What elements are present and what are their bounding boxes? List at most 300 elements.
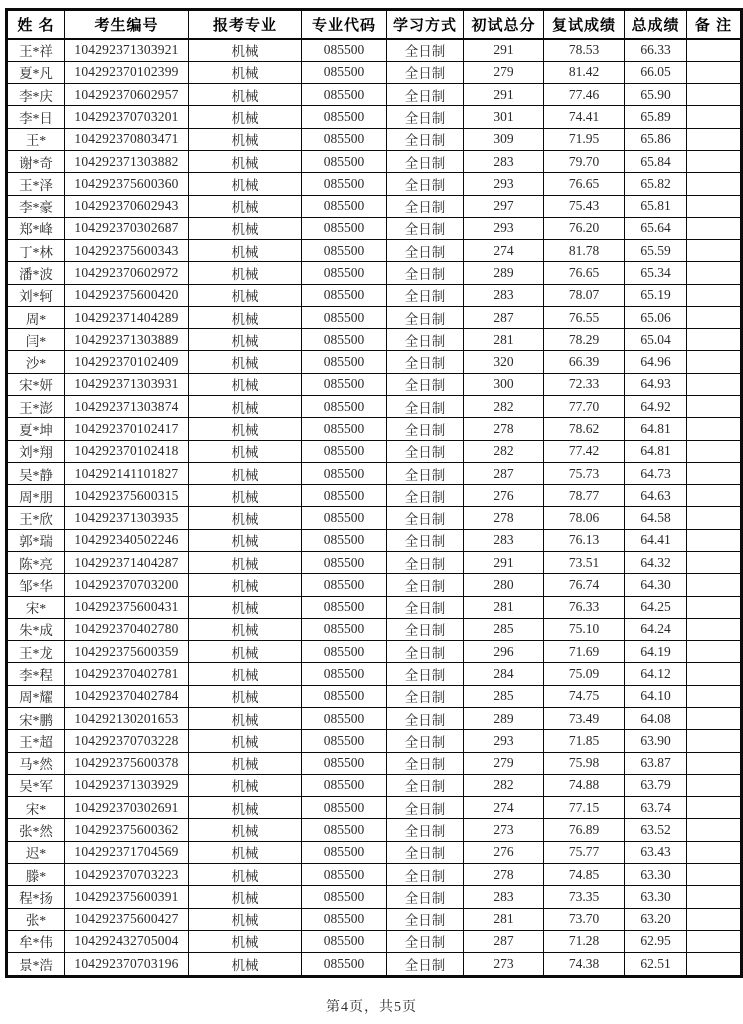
table-cell: 全日制 [387, 173, 464, 195]
table-cell: 78.06 [544, 507, 625, 529]
table-cell: 张* [7, 908, 65, 930]
table-cell: 297 [464, 195, 544, 217]
table-cell: 085500 [302, 685, 387, 707]
table-cell: 104292375600359 [65, 641, 189, 663]
table-cell: 085500 [302, 552, 387, 574]
table-cell: 全日制 [387, 329, 464, 351]
table-cell: 320 [464, 351, 544, 373]
table-cell [687, 485, 742, 507]
table-cell: 机械 [189, 173, 302, 195]
table-cell: 66.33 [625, 39, 687, 62]
table-cell: 机械 [189, 841, 302, 863]
table-cell: 63.20 [625, 908, 687, 930]
column-header: 报考专业 [189, 10, 302, 39]
table-cell: 085500 [302, 596, 387, 618]
table-cell: 273 [464, 819, 544, 841]
table-cell: 287 [464, 306, 544, 328]
table-cell: 085500 [302, 752, 387, 774]
table-row [7, 529, 742, 551]
table-cell: 085500 [302, 418, 387, 440]
column-header: 总成绩 [625, 10, 687, 39]
table-cell: 全日制 [387, 596, 464, 618]
table-cell: 王*超 [7, 730, 65, 752]
table-cell: 104292370703196 [65, 953, 189, 977]
table-cell: 机械 [189, 752, 302, 774]
table-cell [687, 217, 742, 239]
table-cell: 085500 [302, 173, 387, 195]
table-row [7, 485, 742, 507]
table-cell [687, 329, 742, 351]
table-cell: 77.15 [544, 797, 625, 819]
table-cell [687, 641, 742, 663]
table-cell: 全日制 [387, 128, 464, 150]
table-cell [687, 462, 742, 484]
table-cell: 机械 [189, 284, 302, 306]
table-cell: 64.58 [625, 507, 687, 529]
table-cell [687, 262, 742, 284]
table-cell: 085500 [302, 462, 387, 484]
table-cell: 085500 [302, 886, 387, 908]
table-cell: 085500 [302, 841, 387, 863]
table-cell: 64.12 [625, 663, 687, 685]
table-cell: 282 [464, 440, 544, 462]
table-cell [687, 507, 742, 529]
table-cell: 潘*波 [7, 262, 65, 284]
table-cell: 293 [464, 173, 544, 195]
table-cell [687, 84, 742, 106]
table-cell: 085500 [302, 574, 387, 596]
table-cell: 78.77 [544, 485, 625, 507]
table-cell: 73.35 [544, 886, 625, 908]
table-cell: 机械 [189, 908, 302, 930]
table-row [7, 128, 742, 150]
table-cell: 278 [464, 863, 544, 885]
table-cell: 281 [464, 908, 544, 930]
table-cell: 全日制 [387, 730, 464, 752]
table-cell: 64.10 [625, 685, 687, 707]
table-cell: 278 [464, 507, 544, 529]
table-cell: 085500 [302, 240, 387, 262]
table-cell: 63.30 [625, 886, 687, 908]
table-cell: 宋* [7, 797, 65, 819]
column-header: 考生编号 [65, 10, 189, 39]
table-cell [687, 596, 742, 618]
table-cell: 104292370102417 [65, 418, 189, 440]
table-cell: 76.65 [544, 262, 625, 284]
table-cell: 机械 [189, 663, 302, 685]
table-cell: 机械 [189, 418, 302, 440]
table-row [7, 150, 742, 172]
table-cell: 机械 [189, 797, 302, 819]
table-cell: 104292375600315 [65, 485, 189, 507]
table-cell: 机械 [189, 128, 302, 150]
table-cell: 65.82 [625, 173, 687, 195]
table-cell: 63.74 [625, 797, 687, 819]
table-row [7, 752, 742, 774]
table-cell: 296 [464, 641, 544, 663]
table-cell: 朱*成 [7, 618, 65, 640]
table-cell: 085500 [302, 908, 387, 930]
table-cell: 301 [464, 106, 544, 128]
column-header: 初试总分 [464, 10, 544, 39]
table-cell: 全日制 [387, 953, 464, 977]
table-cell: 085500 [302, 61, 387, 83]
table-cell: 76.65 [544, 173, 625, 195]
table-cell: 64.19 [625, 641, 687, 663]
table-cell: 机械 [189, 730, 302, 752]
table-cell: 64.73 [625, 462, 687, 484]
table-row [7, 329, 742, 351]
table-cell: 104292371303889 [65, 329, 189, 351]
table-cell: 机械 [189, 217, 302, 239]
table-cell: 全日制 [387, 240, 464, 262]
table-cell [687, 953, 742, 977]
table-cell: 机械 [189, 329, 302, 351]
table-cell: 282 [464, 774, 544, 796]
table-cell: 全日制 [387, 841, 464, 863]
table-cell: 刘*翔 [7, 440, 65, 462]
table-cell: 65.86 [625, 128, 687, 150]
table-cell: 104292370402780 [65, 618, 189, 640]
table-cell: 104292370602943 [65, 195, 189, 217]
table-cell: 085500 [302, 663, 387, 685]
table-cell: 085500 [302, 84, 387, 106]
table-cell: 63.90 [625, 730, 687, 752]
table-row [7, 284, 742, 306]
table-cell: 64.81 [625, 418, 687, 440]
table-cell: 085500 [302, 351, 387, 373]
table-cell: 64.41 [625, 529, 687, 551]
table-cell: 283 [464, 529, 544, 551]
table-cell: 104292375600431 [65, 596, 189, 618]
table-cell: 75.10 [544, 618, 625, 640]
table-cell: 293 [464, 730, 544, 752]
table-cell: 300 [464, 373, 544, 395]
table-cell: 丁*林 [7, 240, 65, 262]
table-cell: 全日制 [387, 752, 464, 774]
table-cell: 牟*伟 [7, 930, 65, 952]
table-cell: 104292370402784 [65, 685, 189, 707]
table-cell: 104292370102409 [65, 351, 189, 373]
table-body [7, 39, 742, 977]
table-cell: 机械 [189, 863, 302, 885]
table-cell: 085500 [302, 284, 387, 306]
table-cell: 085500 [302, 306, 387, 328]
table-cell: 64.25 [625, 596, 687, 618]
table-cell: 104292370102399 [65, 61, 189, 83]
table-cell: 机械 [189, 195, 302, 217]
table-cell: 284 [464, 663, 544, 685]
table-cell: 66.39 [544, 351, 625, 373]
table-cell: 全日制 [387, 440, 464, 462]
table-cell: 104292141101827 [65, 462, 189, 484]
table-cell: 104292370703223 [65, 863, 189, 885]
table-cell: 吴*军 [7, 774, 65, 796]
table-cell [687, 529, 742, 551]
table-cell: 王* [7, 128, 65, 150]
table-cell: 274 [464, 797, 544, 819]
table-cell: 马*然 [7, 752, 65, 774]
table-row [7, 61, 742, 83]
table-cell: 74.75 [544, 685, 625, 707]
table-row [7, 618, 742, 640]
table-cell: 78.62 [544, 418, 625, 440]
table-cell: 全日制 [387, 641, 464, 663]
table-cell: 104292375600427 [65, 908, 189, 930]
table-cell [687, 440, 742, 462]
table-row [7, 84, 742, 106]
table-cell: 104292375600391 [65, 886, 189, 908]
table-row [7, 373, 742, 395]
table-cell: 64.32 [625, 552, 687, 574]
table-cell [687, 284, 742, 306]
table-cell: 104292371404287 [65, 552, 189, 574]
table-cell: 65.64 [625, 217, 687, 239]
table-row [7, 841, 742, 863]
table-cell [687, 618, 742, 640]
table-cell [687, 819, 742, 841]
table-cell: 78.29 [544, 329, 625, 351]
table-cell: 76.74 [544, 574, 625, 596]
table-cell: 吴*静 [7, 462, 65, 484]
table-cell: 机械 [189, 507, 302, 529]
table-cell: 085500 [302, 262, 387, 284]
table-cell [687, 707, 742, 729]
table-cell: 309 [464, 128, 544, 150]
table-cell [687, 373, 742, 395]
table-cell [687, 574, 742, 596]
table-cell: 104292371303931 [65, 373, 189, 395]
table-cell: 全日制 [387, 507, 464, 529]
table-cell: 65.84 [625, 150, 687, 172]
table-cell: 全日制 [387, 663, 464, 685]
table-cell: 76.55 [544, 306, 625, 328]
table-cell: 78.07 [544, 284, 625, 306]
table-cell: 65.90 [625, 84, 687, 106]
table-cell: 全日制 [387, 351, 464, 373]
table-row [7, 173, 742, 195]
table-cell: 刘*轲 [7, 284, 65, 306]
table-cell: 278 [464, 418, 544, 440]
table-cell: 全日制 [387, 262, 464, 284]
table-cell: 276 [464, 841, 544, 863]
table-cell: 085500 [302, 618, 387, 640]
table-cell: 王*龙 [7, 641, 65, 663]
table-cell: 宋*鹏 [7, 707, 65, 729]
table-cell [687, 61, 742, 83]
table-cell: 机械 [189, 618, 302, 640]
table-cell: 085500 [302, 373, 387, 395]
admission-score-table [5, 8, 743, 978]
table-cell: 全日制 [387, 863, 464, 885]
table-cell: 机械 [189, 106, 302, 128]
table-cell: 65.89 [625, 106, 687, 128]
table-cell: 289 [464, 707, 544, 729]
table-cell: 75.98 [544, 752, 625, 774]
table-cell: 郭*瑞 [7, 529, 65, 551]
table-cell: 283 [464, 886, 544, 908]
table-cell: 全日制 [387, 39, 464, 62]
table-cell: 085500 [302, 774, 387, 796]
table-cell: 全日制 [387, 396, 464, 418]
table-row [7, 262, 742, 284]
table-cell: 085500 [302, 128, 387, 150]
table-row [7, 953, 742, 977]
table-cell: 景*浩 [7, 953, 65, 977]
table-cell: 64.30 [625, 574, 687, 596]
table-cell: 机械 [189, 641, 302, 663]
table-cell: 机械 [189, 396, 302, 418]
table-cell: 全日制 [387, 284, 464, 306]
table-cell: 276 [464, 485, 544, 507]
table-cell [687, 886, 742, 908]
table-cell [687, 752, 742, 774]
table-cell: 291 [464, 84, 544, 106]
table-cell: 77.42 [544, 440, 625, 462]
table-cell: 全日制 [387, 685, 464, 707]
table-cell: 085500 [302, 150, 387, 172]
table-cell: 104292371303935 [65, 507, 189, 529]
table-cell: 104292370602957 [65, 84, 189, 106]
table-cell: 全日制 [387, 61, 464, 83]
table-cell: 64.92 [625, 396, 687, 418]
table-row [7, 306, 742, 328]
table-cell: 全日制 [387, 618, 464, 640]
table-cell: 全日制 [387, 707, 464, 729]
table-cell: 104292370803471 [65, 128, 189, 150]
table-row [7, 908, 742, 930]
table-row [7, 351, 742, 373]
table-cell: 全日制 [387, 485, 464, 507]
table-cell [687, 351, 742, 373]
table-row [7, 39, 742, 62]
table-cell: 李*庆 [7, 84, 65, 106]
table-cell: 085500 [302, 485, 387, 507]
table-cell: 287 [464, 930, 544, 952]
table-cell [687, 730, 742, 752]
table-cell: 085500 [302, 529, 387, 551]
table-row [7, 418, 742, 440]
table-cell: 104292371303874 [65, 396, 189, 418]
table-cell [687, 685, 742, 707]
table-cell: 085500 [302, 106, 387, 128]
table-cell: 104292130201653 [65, 707, 189, 729]
table-row [7, 106, 742, 128]
table-cell: 085500 [302, 329, 387, 351]
table-cell [687, 908, 742, 930]
table-cell [687, 396, 742, 418]
table-cell: 机械 [189, 685, 302, 707]
table-cell: 63.30 [625, 863, 687, 885]
table-cell: 65.19 [625, 284, 687, 306]
table-cell: 陈*亮 [7, 552, 65, 574]
table-cell: 085500 [302, 707, 387, 729]
table-cell: 73.51 [544, 552, 625, 574]
table-cell: 全日制 [387, 774, 464, 796]
table-cell: 张*然 [7, 819, 65, 841]
column-header: 学习方式 [387, 10, 464, 39]
table-row [7, 396, 742, 418]
table-cell: 王*欣 [7, 507, 65, 529]
table-header-row [7, 10, 742, 39]
table-cell: 63.52 [625, 819, 687, 841]
table-cell: 281 [464, 596, 544, 618]
table-cell: 282 [464, 396, 544, 418]
table-cell: 李*程 [7, 663, 65, 685]
table-cell: 闫* [7, 329, 65, 351]
table-cell: 机械 [189, 485, 302, 507]
table-cell: 王*澎 [7, 396, 65, 418]
table-cell: 76.20 [544, 217, 625, 239]
table-cell: 64.24 [625, 618, 687, 640]
table-cell: 63.43 [625, 841, 687, 863]
table-cell: 王*泽 [7, 173, 65, 195]
table-cell: 65.04 [625, 329, 687, 351]
table-cell: 全日制 [387, 574, 464, 596]
table-cell: 104292371303882 [65, 150, 189, 172]
table-cell: 279 [464, 752, 544, 774]
table-cell: 71.95 [544, 128, 625, 150]
table-row [7, 819, 742, 841]
table-cell: 机械 [189, 351, 302, 373]
table-cell: 全日制 [387, 908, 464, 930]
table-cell: 邹*华 [7, 574, 65, 596]
table-cell: 机械 [189, 240, 302, 262]
table-cell: 沙* [7, 351, 65, 373]
column-header: 复试成绩 [544, 10, 625, 39]
table-row [7, 886, 742, 908]
table-cell: 夏*坤 [7, 418, 65, 440]
table-cell: 283 [464, 150, 544, 172]
table-cell: 66.05 [625, 61, 687, 83]
table-cell: 王*祥 [7, 39, 65, 62]
table-row [7, 596, 742, 618]
table-cell: 287 [464, 462, 544, 484]
table-cell: 085500 [302, 863, 387, 885]
table-cell: 104292370602972 [65, 262, 189, 284]
table-cell [687, 106, 742, 128]
table-row [7, 440, 742, 462]
table-cell: 周*耀 [7, 685, 65, 707]
table-cell [687, 418, 742, 440]
table-cell [687, 797, 742, 819]
table-cell: 085500 [302, 953, 387, 977]
table-cell: 104292375600420 [65, 284, 189, 306]
table-cell: 全日制 [387, 150, 464, 172]
table-cell: 宋*妍 [7, 373, 65, 395]
table-cell: 全日制 [387, 106, 464, 128]
table-cell [687, 552, 742, 574]
table-cell: 宋* [7, 596, 65, 618]
table-cell: 全日制 [387, 552, 464, 574]
table-cell [687, 863, 742, 885]
table-cell: 全日制 [387, 529, 464, 551]
column-header: 备 注 [687, 10, 742, 39]
table-cell: 104292370302687 [65, 217, 189, 239]
table-cell: 周* [7, 306, 65, 328]
table-cell: 104292370102418 [65, 440, 189, 462]
table-cell: 64.63 [625, 485, 687, 507]
table-cell: 全日制 [387, 462, 464, 484]
table-cell: 全日制 [387, 373, 464, 395]
table-cell: 机械 [189, 574, 302, 596]
table-cell: 281 [464, 329, 544, 351]
table-cell [687, 663, 742, 685]
table-cell: 76.89 [544, 819, 625, 841]
table-cell: 73.49 [544, 707, 625, 729]
table-cell: 全日制 [387, 306, 464, 328]
table-cell: 74.38 [544, 953, 625, 977]
